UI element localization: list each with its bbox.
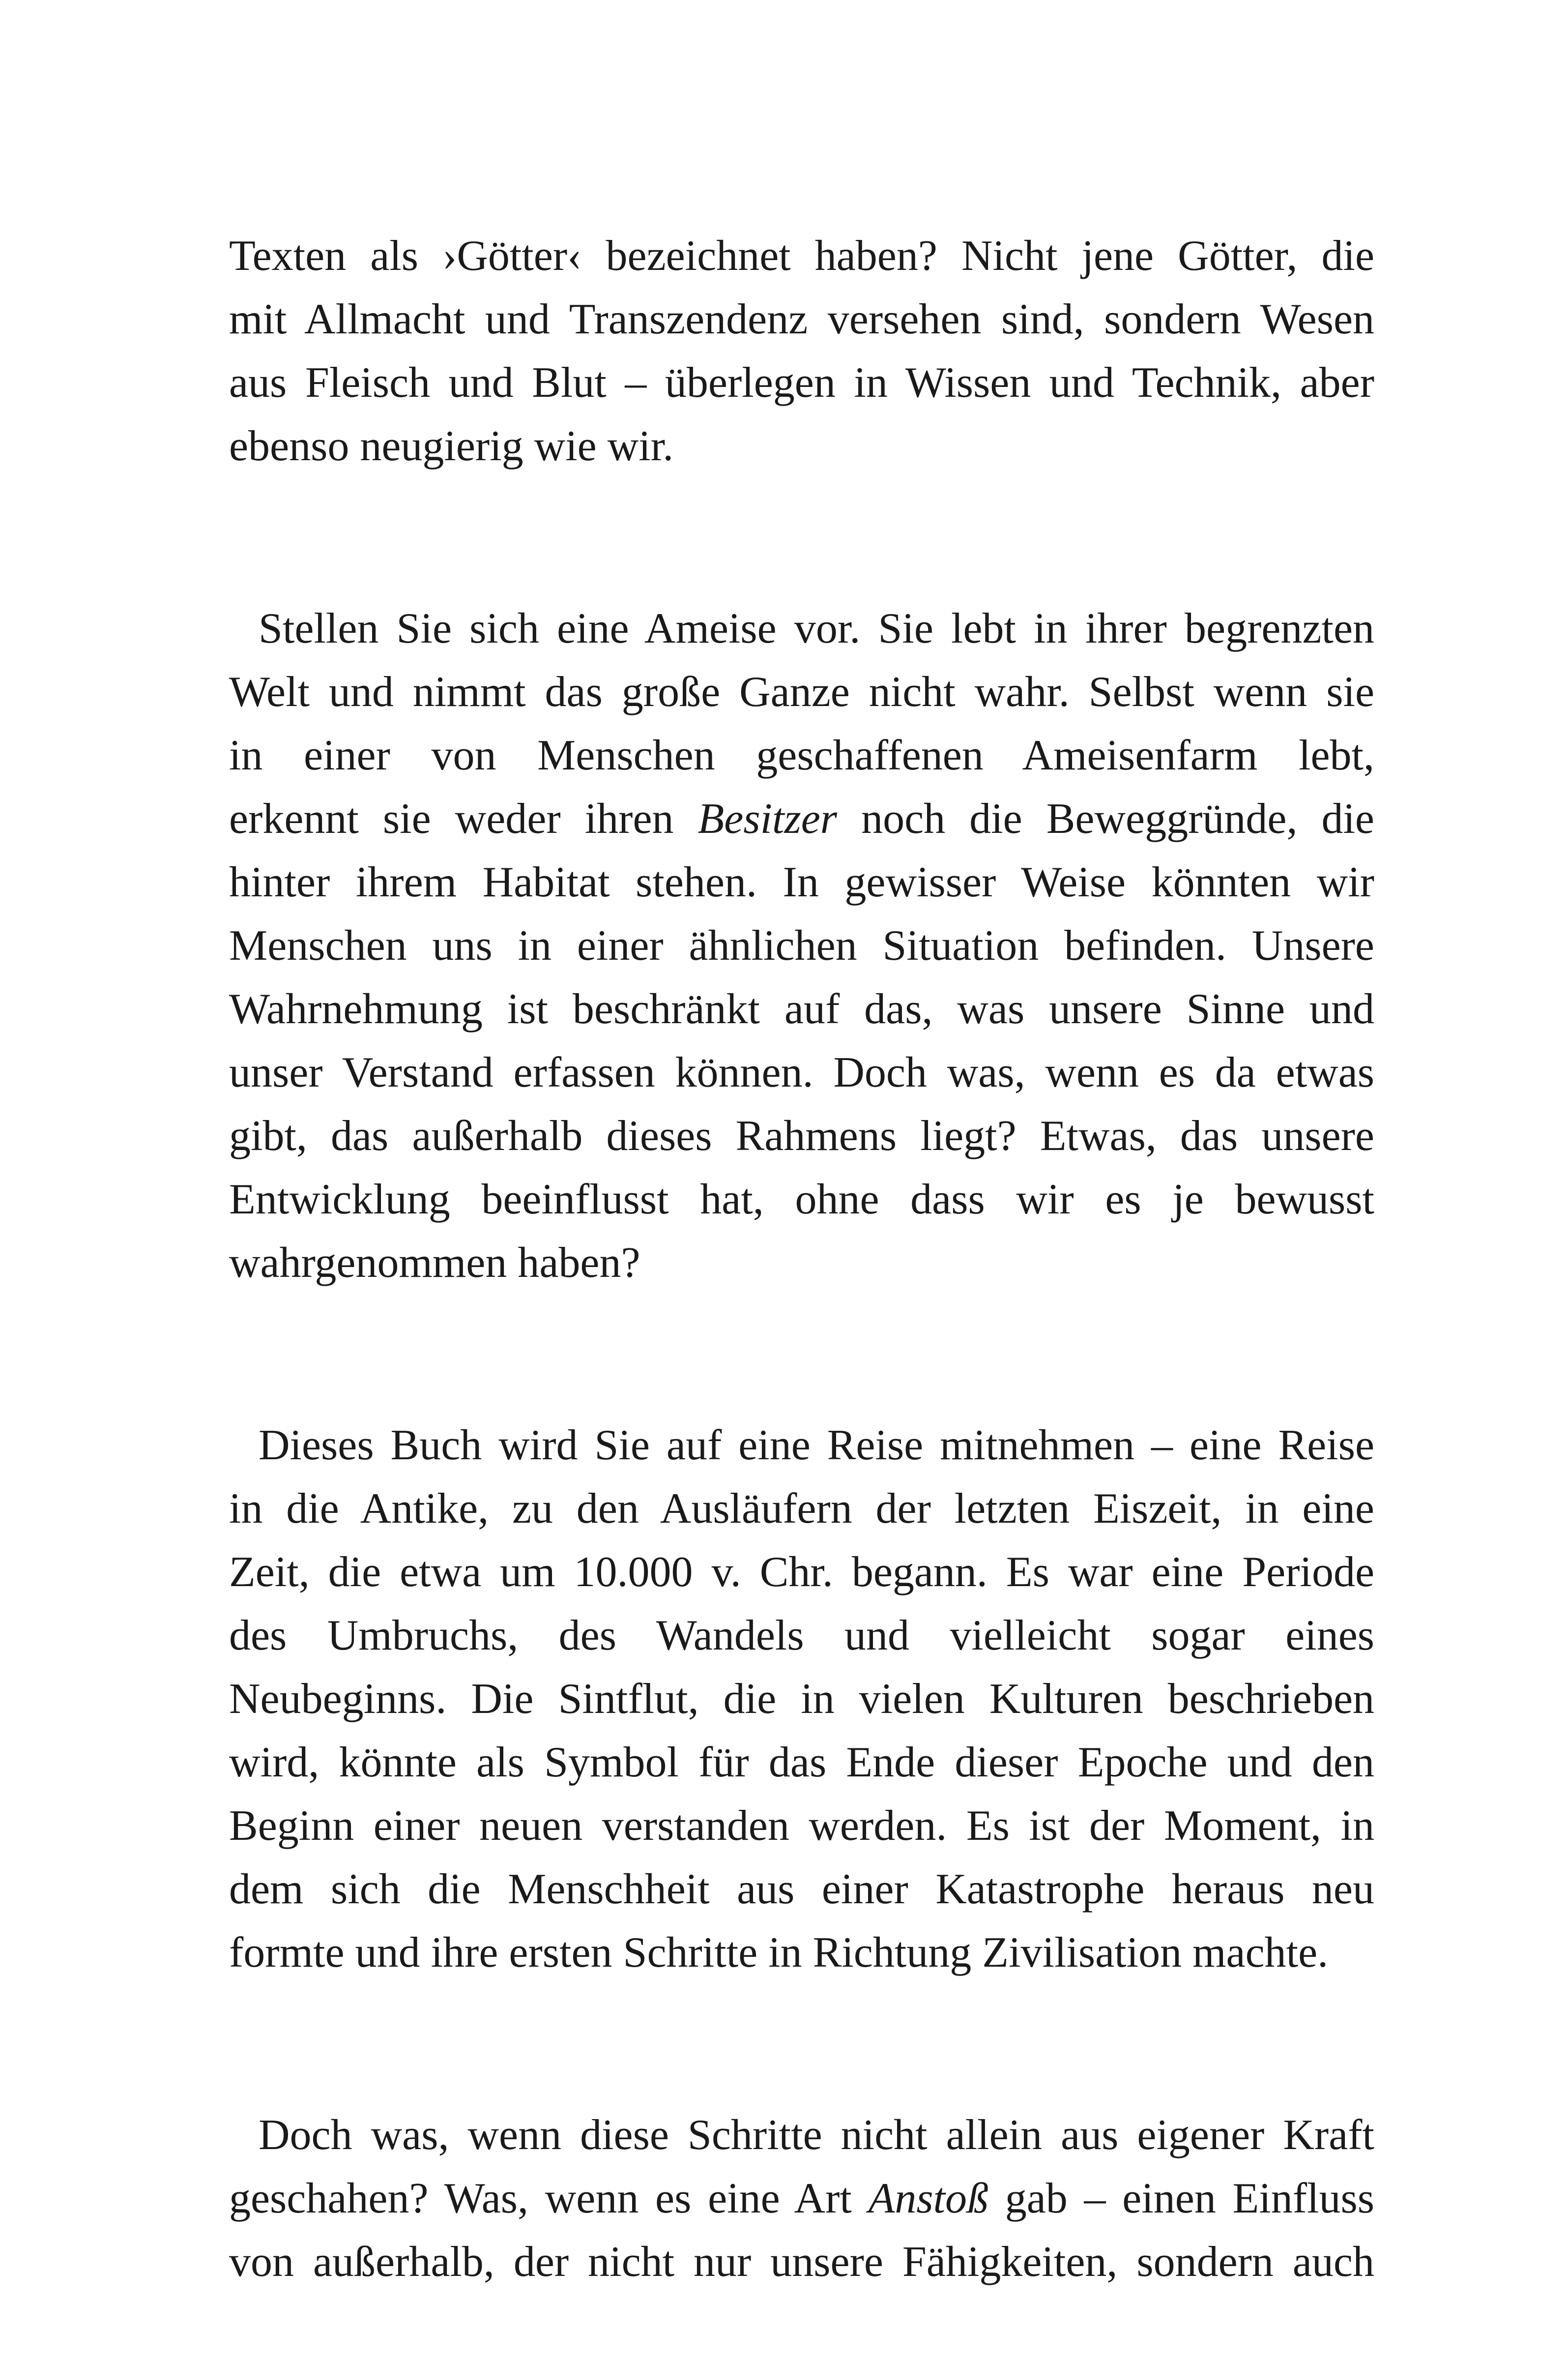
text-line (229, 914, 1374, 977)
text-line (229, 1921, 1374, 1984)
text-segment: aus Fleisch und Blut – überlegen in Wissen und Technik, aber (229, 359, 1374, 407)
text-segment: gibt, das außerhalb dieses Rahmens liegt? Etwas, das unsere (229, 1112, 1374, 1160)
text-segment: Texten als ›Götter‹ bezeichnet haben? Nicht jene Götter, die (229, 232, 1374, 280)
body-text (229, 224, 1374, 2294)
text-segment: Neubeginns. Die Sintflut, die in vielen Kulturen beschrieben (229, 1675, 1374, 1723)
text-line (229, 1168, 1374, 1231)
text-segment: gab – einen Einfluss (988, 2175, 1374, 2222)
text-line (229, 1477, 1374, 1540)
paragraph-gap (229, 478, 1374, 597)
text-line (229, 1731, 1374, 1794)
text-segment: ebenso neugierig wie wir. (229, 422, 674, 470)
text-line (229, 724, 1374, 787)
text-line (229, 2167, 1374, 2230)
text-segment: dem sich die Menschheit aus einer Katastrophe heraus neu (229, 1865, 1374, 1913)
paragraph-gap (229, 1984, 1374, 2103)
paragraph (229, 597, 1374, 1295)
text-segment: geschahen? Was, wenn es eine Art (229, 2175, 869, 2222)
text-line (229, 1414, 1374, 1477)
text-segment: Wahrnehmung ist beschränkt auf das, was unsere Sinne und (229, 985, 1374, 1033)
text-line (229, 1858, 1374, 1921)
text-segment: Dieses Buch wird Sie auf eine Reise mitnehmen – eine Reise (259, 1421, 1374, 1469)
text-segment: Doch was, wenn diese Schritte nicht allein aus eigener Kraft (259, 2111, 1374, 2159)
text-segment: mit Allmacht und Transzendenz versehen sind, sondern Wesen (229, 295, 1374, 343)
text-segment: Menschen uns in einer ähnlichen Situation befinden. Unsere (229, 922, 1374, 970)
italic-word: Besitzer (697, 795, 838, 843)
paragraph (229, 1414, 1374, 1984)
text-segment: unser Verstand erfassen können. Doch was, wenn es da etwas (229, 1049, 1374, 1096)
text-line (229, 1540, 1374, 1604)
text-segment: wird, könnte als Symbol für das Ende dieser Epoche und den (229, 1739, 1374, 1786)
text-segment: Stellen Sie sich eine Ameise vor. Sie lebt in ihrer begrenzten (259, 605, 1374, 652)
text-segment: wahrgenommen haben? (229, 1239, 640, 1287)
text-segment: hinter ihrem Habitat stehen. In gewisser Weise könnten wir (229, 858, 1374, 906)
text-line (229, 2103, 1374, 2167)
text-line (229, 977, 1374, 1041)
text-segment: noch die Beweggründe, die (837, 795, 1374, 843)
text-segment: Welt und nimmt das große Ganze nicht wahr. Selbst wenn sie (229, 668, 1374, 716)
paragraph (229, 224, 1374, 478)
italic-word: Anstoß (868, 2175, 989, 2222)
text-segment: in einer von Menschen geschaffenen Ameisenfarm lebt, (229, 732, 1374, 779)
text-line (229, 224, 1374, 288)
text-line (229, 1231, 1374, 1295)
text-line (229, 787, 1374, 851)
text-segment: in die Antike, zu den Ausläufern der letzten Eiszeit, in eine (229, 1485, 1374, 1533)
text-line (229, 597, 1374, 660)
text-line (229, 1604, 1374, 1667)
text-line (229, 1104, 1374, 1168)
text-segment: von außerhalb, der nicht nur unsere Fähigkeiten, sondern auch (229, 2238, 1374, 2286)
text-line (229, 851, 1374, 914)
text-segment: formte und ihre ersten Schritte in Richtung Zivilisation machte. (229, 1929, 1329, 1976)
paragraph-gap (229, 1295, 1374, 1414)
text-line (229, 414, 1374, 478)
paragraph (229, 2103, 1374, 2294)
text-segment: Beginn einer neuen verstanden werden. Es ist der Moment, in (229, 1802, 1374, 1850)
text-line (229, 1667, 1374, 1731)
text-line (229, 1794, 1374, 1858)
text-segment: des Umbruchs, des Wandels und vielleicht sogar eines (229, 1612, 1374, 1659)
text-segment: Entwicklung beeinflusst hat, ohne dass wir es je bewusst (229, 1176, 1374, 1223)
text-segment: erkennt sie weder ihren (229, 795, 698, 843)
text-line (229, 660, 1374, 724)
text-line (229, 288, 1374, 351)
text-line (229, 351, 1374, 414)
text-line (229, 1041, 1374, 1104)
text-line (229, 2230, 1374, 2294)
text-segment: Zeit, die etwa um 10.000 v. Chr. begann. Es war eine Periode (229, 1548, 1374, 1596)
